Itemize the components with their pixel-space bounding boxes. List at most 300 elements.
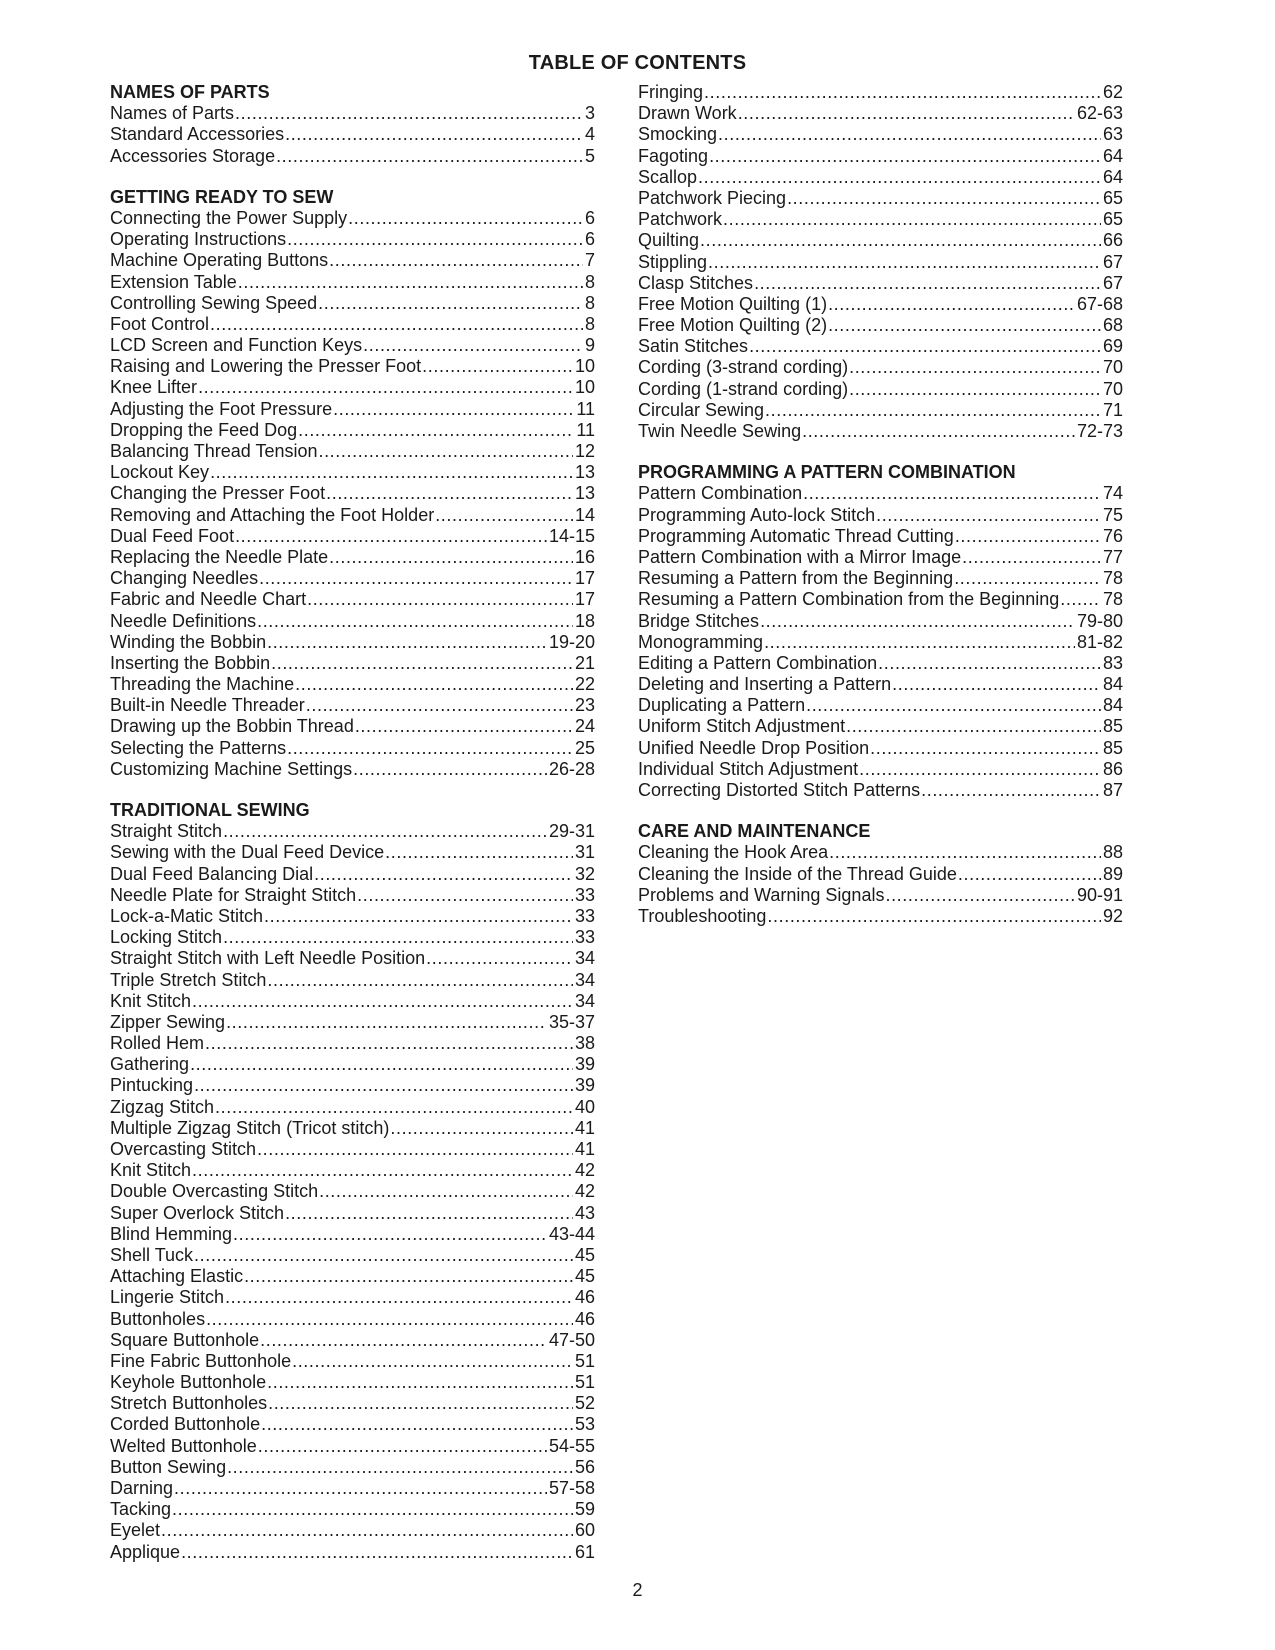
toc-entry-label: Removing and Attaching the Foot Holder — [110, 504, 435, 525]
toc-entry-label: Circular Sewing — [638, 399, 765, 420]
toc-entry[interactable] — [638, 103, 1123, 124]
dot-leader — [704, 82, 1101, 103]
toc-entry-page: 22 — [574, 674, 595, 695]
toc-entry[interactable] — [110, 229, 595, 250]
dot-leader — [760, 611, 1075, 632]
toc-entry-page: 87 — [1102, 780, 1123, 800]
toc-entry-page: 29-31 — [548, 821, 595, 842]
toc-entry[interactable] — [110, 399, 595, 420]
toc-entry-page: 62-63 — [1076, 103, 1123, 124]
dot-leader — [955, 526, 1101, 547]
toc-entry[interactable] — [638, 273, 1123, 294]
toc-entry-label: Lock-a-Matic Stitch — [110, 905, 264, 926]
toc-entry-label: Needle Definitions — [110, 610, 257, 631]
dot-leader — [192, 1160, 573, 1181]
toc-entry[interactable] — [638, 357, 1123, 378]
toc-entry-page: 9 — [584, 335, 595, 356]
toc-entry-label: Raising and Lowering the Presser Foot — [110, 356, 422, 377]
toc-entry[interactable] — [110, 103, 595, 124]
toc-entry-label: Editing a Pattern Combination — [638, 652, 878, 673]
toc-entry[interactable] — [110, 1478, 595, 1499]
dot-leader — [355, 716, 573, 737]
toc-entry-label: Rolled Hem — [110, 1033, 205, 1054]
toc-entry-page: 34 — [574, 948, 595, 969]
toc-entry-page: 14 — [574, 504, 595, 525]
dot-leader — [306, 695, 573, 716]
toc-entry-page: 32 — [574, 863, 595, 884]
toc-entry-label: Changing the Presser Foot — [110, 483, 326, 504]
dot-leader — [348, 208, 583, 229]
toc-entry-page: 40 — [574, 1096, 595, 1117]
toc-entry-page: 81-82 — [1076, 631, 1123, 652]
toc-entry-label: Drawn Work — [638, 103, 737, 124]
toc-entry[interactable] — [638, 842, 1123, 863]
toc-entry-page: 79-80 — [1076, 610, 1123, 631]
toc-entry-label: Straight Stitch with Left Needle Position — [110, 948, 426, 969]
toc-entry-label: Built-in Needle Threader — [110, 695, 305, 716]
dot-leader — [426, 948, 573, 969]
toc-entry-page: 41 — [574, 1139, 595, 1159]
toc-entry-label: Changing Needles — [110, 568, 259, 589]
toc-entry-page: 67 — [1102, 251, 1123, 272]
toc-entry[interactable] — [110, 1266, 595, 1287]
toc-entry-page: 70 — [1102, 378, 1123, 399]
toc-entry-page: 64 — [1102, 166, 1123, 187]
dot-leader — [235, 526, 547, 547]
toc-entry-page: 46 — [574, 1287, 595, 1308]
toc-entry[interactable] — [110, 124, 595, 145]
toc-entry-page: 21 — [574, 652, 595, 673]
toc-entry[interactable] — [110, 674, 595, 695]
dot-leader — [802, 421, 1075, 442]
toc-entry[interactable] — [110, 738, 595, 759]
toc-entry[interactable] — [110, 462, 595, 483]
toc-entry-page: 41 — [574, 1117, 595, 1138]
toc-entry[interactable] — [110, 272, 595, 293]
toc-entry[interactable] — [110, 441, 595, 462]
toc-entry[interactable] — [110, 314, 595, 335]
toc-entry[interactable] — [638, 526, 1123, 547]
toc-entry-page: 85 — [1102, 737, 1123, 758]
toc-entry[interactable] — [110, 759, 595, 780]
toc-entry[interactable] — [638, 336, 1123, 357]
dot-leader — [357, 885, 573, 906]
dot-leader — [422, 356, 573, 377]
toc-entry-page: 78 — [1102, 589, 1123, 610]
toc-entry-label: Multiple Zigzag Stitch (Tricot stitch) — [110, 1117, 390, 1138]
dot-leader — [271, 653, 573, 674]
dot-leader — [260, 1330, 547, 1351]
toc-entry-label: Pattern Combination with a Mirror Image — [638, 546, 962, 567]
toc-entry-label: Fabric and Needle Chart — [110, 589, 307, 610]
dot-leader — [958, 864, 1101, 885]
toc-entry[interactable] — [638, 400, 1123, 421]
toc-entry[interactable] — [638, 780, 1123, 801]
toc-entry-label: Knit Stitch — [110, 1160, 192, 1181]
dot-leader — [878, 653, 1101, 674]
toc-entry-label: Clasp Stitches — [638, 272, 754, 293]
toc-section — [638, 82, 1123, 442]
toc-entry[interactable] — [110, 589, 595, 610]
dot-leader — [892, 674, 1101, 695]
dot-leader — [267, 1372, 573, 1393]
toc-entry[interactable] — [110, 1054, 595, 1075]
dot-leader — [363, 335, 583, 356]
toc-entry[interactable] — [638, 885, 1123, 906]
dot-leader — [307, 589, 573, 610]
page-number: 2 — [632, 1580, 643, 1600]
toc-entry[interactable] — [110, 885, 595, 906]
toc-entry-label: Knit Stitch — [110, 990, 192, 1011]
toc-entry[interactable] — [110, 483, 595, 504]
toc-entry[interactable] — [110, 970, 595, 991]
dot-leader — [285, 1203, 573, 1224]
toc-entry[interactable] — [638, 146, 1123, 167]
dot-leader — [267, 970, 573, 991]
toc-entry-label: Bridge Stitches — [638, 610, 760, 631]
dot-leader — [194, 1245, 573, 1266]
dot-leader — [298, 420, 574, 441]
toc-entry-page: 67-68 — [1076, 293, 1123, 314]
toc-entry[interactable] — [110, 1139, 595, 1160]
toc-entry-page: 92 — [1102, 905, 1123, 926]
toc-entry-page: 54-55 — [548, 1435, 595, 1456]
dot-leader — [849, 379, 1101, 400]
toc-entry[interactable] — [638, 188, 1123, 209]
toc-entry[interactable] — [638, 421, 1123, 442]
toc-entry[interactable] — [638, 483, 1123, 504]
toc-entry[interactable] — [110, 1351, 595, 1372]
dot-leader — [223, 821, 547, 842]
dot-leader — [257, 1139, 573, 1160]
toc-entry-label: Free Motion Quilting (1) — [638, 293, 828, 314]
toc-entry-page: 16 — [574, 546, 595, 567]
toc-entry-label: Corded Buttonhole — [110, 1414, 261, 1435]
toc-entry[interactable] — [110, 1012, 595, 1033]
toc-entry[interactable] — [638, 589, 1123, 610]
dot-leader — [225, 1287, 573, 1308]
toc-entry[interactable] — [110, 906, 595, 927]
toc-entry-label: Lockout Key — [110, 462, 210, 483]
dot-leader — [828, 315, 1101, 336]
toc-entry[interactable] — [110, 821, 595, 842]
toc-entry-label: Twin Needle Sewing — [638, 421, 802, 441]
toc-entry-label: Cording (3-strand cording) — [638, 357, 849, 378]
toc-entry-page: 51 — [574, 1350, 595, 1371]
toc-entry-page: 38 — [574, 1033, 595, 1054]
toc-entry-page: 14-15 — [548, 525, 595, 546]
dot-leader — [754, 273, 1101, 294]
toc-entry-page: 84 — [1102, 674, 1123, 695]
dot-leader — [718, 124, 1101, 145]
dot-leader — [828, 294, 1075, 315]
toc-entry-label: Applique — [110, 1541, 181, 1562]
dot-leader — [287, 229, 583, 250]
dot-leader — [326, 483, 573, 504]
toc-entry[interactable] — [638, 294, 1123, 315]
toc-entry[interactable] — [110, 1224, 595, 1245]
toc-entry-label: Dropping the Feed Dog — [110, 419, 298, 440]
toc-entry[interactable] — [110, 250, 595, 271]
dot-leader — [238, 272, 583, 293]
toc-entry[interactable] — [638, 379, 1123, 400]
toc-entry[interactable] — [110, 716, 595, 737]
toc-entry[interactable] — [110, 653, 595, 674]
toc-entry-page: 10 — [574, 377, 595, 398]
toc-entry-page: 33 — [574, 884, 595, 905]
toc-entry[interactable] — [638, 653, 1123, 674]
toc-entry-page: 33 — [574, 927, 595, 948]
dot-leader — [962, 547, 1101, 568]
dot-leader — [206, 1309, 573, 1330]
dot-leader — [223, 927, 573, 948]
toc-entry[interactable] — [110, 1118, 595, 1139]
toc-entry-page: 47-50 — [548, 1329, 595, 1350]
toc-entry[interactable] — [110, 842, 595, 863]
toc-entry-page: 75 — [1102, 504, 1123, 525]
toc-entry[interactable] — [638, 505, 1123, 526]
toc-entry[interactable] — [110, 927, 595, 948]
toc-entry-label: Locking Stitch — [110, 927, 223, 948]
dot-leader — [885, 885, 1074, 906]
toc-entry[interactable] — [110, 1181, 595, 1202]
toc-entry[interactable] — [638, 124, 1123, 145]
toc-entry[interactable] — [110, 864, 595, 885]
dot-leader — [227, 1457, 573, 1478]
toc-column-left — [110, 82, 595, 1583]
toc-entry[interactable] — [110, 1372, 595, 1393]
dot-leader — [767, 906, 1101, 927]
toc-entry-label: Stippling — [638, 251, 708, 272]
toc-entry[interactable] — [638, 906, 1123, 927]
toc-entry[interactable] — [638, 230, 1123, 251]
toc-entry-page: 62 — [1102, 82, 1123, 102]
dot-leader — [329, 250, 583, 271]
toc-entry[interactable] — [110, 1499, 595, 1520]
toc-entry[interactable] — [638, 632, 1123, 653]
toc-section — [638, 821, 1123, 927]
toc-entry[interactable] — [110, 547, 595, 568]
dot-leader — [390, 1118, 573, 1139]
toc-entry-page: 5 — [584, 145, 595, 166]
toc-entry[interactable] — [110, 1309, 595, 1330]
toc-entry[interactable] — [110, 948, 595, 969]
toc-entry-label: Correcting Distorted Stitch Patterns — [638, 780, 921, 800]
toc-entry-page: 57-58 — [548, 1478, 595, 1498]
toc-entry-page: 66 — [1102, 230, 1123, 251]
toc-entry-page: 19-20 — [548, 631, 595, 652]
toc-entry-page: 52 — [574, 1393, 595, 1414]
toc-entry-label: Controlling Sewing Speed — [110, 292, 318, 313]
toc-entry-label: Monogramming — [638, 631, 764, 652]
toc-entry[interactable] — [110, 1457, 595, 1478]
toc-entry[interactable] — [638, 864, 1123, 885]
toc-entry-page: 43 — [574, 1202, 595, 1223]
toc-entry-label: Sewing with the Dual Feed Device — [110, 842, 385, 863]
toc-entry[interactable] — [110, 335, 595, 356]
dot-leader — [749, 336, 1101, 357]
toc-entry-label: Operating Instructions — [110, 229, 287, 250]
dot-leader — [295, 674, 573, 695]
toc-entry-page: 63 — [1102, 124, 1123, 145]
toc-entry-label: Replacing the Needle Plate — [110, 546, 329, 567]
toc-entry[interactable] — [110, 1393, 595, 1414]
toc-entry[interactable] — [638, 82, 1123, 103]
dot-leader — [285, 124, 583, 145]
toc-entry-label: Keyhole Buttonhole — [110, 1372, 267, 1393]
toc-entry[interactable] — [110, 1287, 595, 1308]
toc-entry-page: 11 — [576, 419, 595, 440]
toc-entry[interactable] — [110, 1520, 595, 1541]
toc-column-right — [638, 82, 1123, 947]
toc-entry-label: Winding the Bobbin — [110, 631, 267, 652]
toc-entry[interactable] — [110, 1033, 595, 1054]
toc-entry-label: Square Buttonhole — [110, 1329, 260, 1350]
dot-leader — [870, 738, 1101, 759]
toc-entry-page: 85 — [1102, 716, 1123, 737]
dot-leader — [333, 399, 574, 420]
toc-entry-label: Free Motion Quilting (2) — [638, 315, 828, 336]
dot-leader — [723, 209, 1101, 230]
toc-entry[interactable] — [110, 1330, 595, 1351]
toc-entry[interactable] — [110, 1097, 595, 1118]
toc-entry[interactable] — [110, 356, 595, 377]
toc-entry[interactable] — [110, 526, 595, 547]
toc-entry[interactable] — [110, 293, 595, 314]
toc-entry[interactable] — [638, 167, 1123, 188]
dot-leader — [292, 1351, 573, 1372]
toc-entry-page: 45 — [574, 1266, 595, 1287]
toc-entry-page: 33 — [574, 905, 595, 926]
toc-entry[interactable] — [110, 146, 595, 167]
toc-entry[interactable] — [110, 377, 595, 398]
toc-entry[interactable] — [110, 1075, 595, 1096]
toc-entry-label: Double Overcasting Stitch — [110, 1181, 319, 1202]
dot-leader — [192, 991, 573, 1012]
toc-entry-page: 46 — [574, 1308, 595, 1329]
toc-entry-page: 72-73 — [1076, 421, 1123, 441]
dot-leader — [181, 1542, 573, 1563]
section-heading: PROGRAMMING A PATTERN COMBINATION — [638, 462, 1016, 483]
toc-entry[interactable] — [110, 1203, 595, 1224]
toc-entry-page: 84 — [1102, 695, 1123, 716]
toc-entry-page: 31 — [574, 842, 595, 863]
dot-leader — [215, 1097, 573, 1118]
toc-entry[interactable] — [110, 420, 595, 441]
toc-entry-page: 69 — [1102, 336, 1123, 357]
toc-entry-page: 34 — [574, 969, 595, 990]
toc-entry-page: 24 — [574, 716, 595, 737]
toc-entry[interactable] — [110, 1542, 595, 1563]
dot-leader — [318, 293, 583, 314]
toc-entry[interactable] — [638, 315, 1123, 336]
toc-entry-label: Needle Plate for Straight Stitch — [110, 884, 357, 905]
dot-leader — [1060, 589, 1101, 610]
toc-entry-label: Smocking — [638, 124, 718, 145]
toc-entry-page: 74 — [1102, 483, 1123, 504]
toc-entry-page: 51 — [574, 1372, 595, 1393]
dot-leader — [161, 1520, 573, 1541]
toc-entry-label: Scallop — [638, 166, 698, 187]
toc-entry-label: Pintucking — [110, 1075, 194, 1096]
dot-leader — [698, 167, 1101, 188]
toc-entry[interactable] — [638, 716, 1123, 737]
toc-entry[interactable] — [110, 505, 595, 526]
toc-entry[interactable] — [638, 547, 1123, 568]
dot-leader — [700, 230, 1101, 251]
toc-entry-label: Blind Hemming — [110, 1223, 233, 1244]
toc-entry-page: 65 — [1102, 187, 1123, 208]
toc-entry[interactable] — [110, 632, 595, 653]
toc-entry-label: Lingerie Stitch — [110, 1287, 225, 1308]
toc-entry-label: Attaching Elastic — [110, 1266, 244, 1287]
toc-entry-page: 6 — [584, 207, 595, 228]
dot-leader — [859, 759, 1101, 780]
dot-leader — [190, 1054, 573, 1075]
toc-entry-page: 26-28 — [548, 758, 595, 779]
toc-entry-label: Individual Stitch Adjustment — [638, 758, 859, 779]
toc-entry-page: 59 — [574, 1499, 595, 1520]
toc-entry-label: Patchwork Piecing — [638, 187, 787, 208]
toc-entry[interactable] — [638, 759, 1123, 780]
dot-leader — [765, 400, 1101, 421]
dot-leader — [257, 611, 573, 632]
dot-leader — [385, 842, 573, 863]
toc-entry[interactable] — [638, 695, 1123, 716]
toc-entry-page: 17 — [574, 589, 595, 610]
toc-entry[interactable] — [110, 1436, 595, 1457]
toc-entry-label: Satin Stitches — [638, 336, 749, 357]
toc-entry-page: 61 — [574, 1541, 595, 1562]
toc-entry[interactable] — [110, 611, 595, 632]
toc-entry-page: 89 — [1102, 863, 1123, 884]
toc-entry[interactable] — [110, 208, 595, 229]
dot-leader — [803, 483, 1101, 504]
toc-entry[interactable] — [638, 738, 1123, 759]
toc-entry-label: Deleting and Inserting a Pattern — [638, 674, 892, 695]
toc-entry-page: 45 — [574, 1244, 595, 1265]
toc-entry-label: Accessories Storage — [110, 145, 276, 166]
toc-entry-label: Triple Stretch Stitch — [110, 969, 267, 990]
toc-entry-label: Welted Buttonhole — [110, 1435, 257, 1456]
toc-entry[interactable] — [110, 1245, 595, 1266]
dot-leader — [210, 462, 573, 483]
toc-entry-page: 4 — [584, 124, 595, 145]
toc-entry[interactable] — [110, 1414, 595, 1435]
toc-entry-page: 68 — [1102, 315, 1123, 336]
toc-entry[interactable] — [110, 695, 595, 716]
section-heading: NAMES OF PARTS — [110, 82, 270, 102]
dot-leader — [738, 103, 1075, 124]
toc-entry[interactable] — [110, 991, 595, 1012]
toc-entry-label: Button Sewing — [110, 1456, 227, 1477]
toc-entry-page: 64 — [1102, 145, 1123, 166]
toc-entry[interactable] — [638, 252, 1123, 273]
toc-entry-page: 8 — [584, 271, 595, 292]
dot-leader — [261, 1414, 573, 1435]
toc-entry[interactable] — [110, 568, 595, 589]
toc-entry-label: Uniform Stitch Adjustment — [638, 716, 846, 737]
toc-entry[interactable] — [110, 1160, 595, 1181]
toc-entry-label: Duplicating a Pattern — [638, 695, 806, 716]
toc-entry[interactable] — [638, 209, 1123, 230]
toc-entry-label: Programming Auto-lock Stitch — [638, 504, 876, 525]
toc-section — [110, 800, 595, 1563]
toc-entry[interactable] — [638, 674, 1123, 695]
toc-entry[interactable] — [638, 568, 1123, 589]
toc-entry[interactable] — [638, 611, 1123, 632]
toc-entry-label: Troubleshooting — [638, 905, 767, 926]
